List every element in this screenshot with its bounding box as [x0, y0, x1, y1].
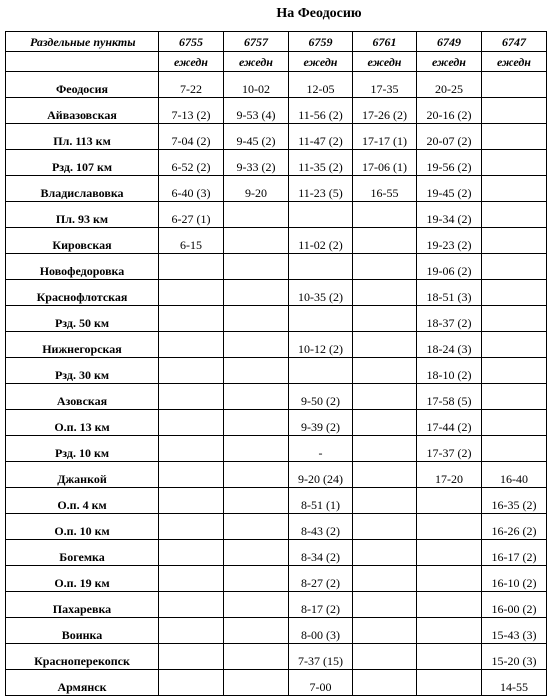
time-cell: 19-34 (2) — [417, 202, 482, 228]
time-cell — [159, 644, 224, 670]
time-cell — [224, 540, 289, 566]
time-cell: 7-37 (15) — [289, 644, 353, 670]
table-row — [6, 254, 547, 280]
time-cell — [482, 436, 547, 462]
time-cell: 7-00 — [289, 670, 353, 696]
time-cell — [224, 202, 289, 228]
time-cell — [482, 280, 547, 306]
time-cell: - — [289, 436, 353, 462]
time-cell: 16-00 (2) — [482, 592, 547, 618]
time-cell: 16-40 — [482, 462, 547, 488]
frequency-label: ежедн — [159, 52, 224, 72]
station-name: О.п. 13 км — [6, 410, 159, 436]
time-cell — [159, 410, 224, 436]
time-cell — [353, 254, 417, 280]
train-number-header: 6749 — [417, 32, 482, 52]
time-cell: 6-15 — [159, 228, 224, 254]
station-name: Краснофлотская — [6, 280, 159, 306]
table-row — [6, 618, 547, 644]
time-cell: 11-02 (2) — [289, 228, 353, 254]
station-name: Нижнегорская — [6, 332, 159, 358]
station-column-header: Раздельные пункты — [6, 32, 159, 52]
time-cell: 17-20 — [417, 462, 482, 488]
time-cell: 6-27 (1) — [159, 202, 224, 228]
time-cell — [224, 644, 289, 670]
time-cell — [482, 228, 547, 254]
station-name: Кировская — [6, 228, 159, 254]
table-row — [6, 488, 547, 514]
time-cell: 8-51 (1) — [289, 488, 353, 514]
time-cell — [353, 618, 417, 644]
time-cell: 10-02 — [224, 72, 289, 98]
station-name: Пл. 93 км — [6, 202, 159, 228]
time-cell: 17-35 — [353, 72, 417, 98]
time-cell — [159, 670, 224, 696]
station-name: О.п. 19 км — [6, 566, 159, 592]
time-cell — [482, 384, 547, 410]
table-row — [6, 176, 547, 202]
train-number-header-row — [6, 32, 547, 52]
train-number-header: 6755 — [159, 32, 224, 52]
time-cell — [224, 462, 289, 488]
time-cell: 8-17 (2) — [289, 592, 353, 618]
time-cell: 6-40 (3) — [159, 176, 224, 202]
time-cell: 8-27 (2) — [289, 566, 353, 592]
table-row — [6, 150, 547, 176]
time-cell — [159, 358, 224, 384]
time-cell — [353, 644, 417, 670]
table-row — [6, 644, 547, 670]
table-row — [6, 436, 547, 462]
time-cell — [224, 566, 289, 592]
station-name: Рзд. 50 км — [6, 306, 159, 332]
train-number-header: 6759 — [289, 32, 353, 52]
station-name: Рзд. 10 км — [6, 436, 159, 462]
time-cell: 9-20 — [224, 176, 289, 202]
time-cell — [224, 514, 289, 540]
time-cell — [482, 410, 547, 436]
time-cell: 19-56 (2) — [417, 150, 482, 176]
time-cell — [224, 332, 289, 358]
time-cell — [482, 254, 547, 280]
frequency-label: ежедн — [353, 52, 417, 72]
table-row — [6, 124, 547, 150]
schedule-title: На Феодосию — [276, 6, 362, 21]
time-cell — [353, 566, 417, 592]
time-cell — [159, 540, 224, 566]
time-cell — [417, 514, 482, 540]
time-cell: 17-58 (5) — [417, 384, 482, 410]
time-cell: 16-55 — [353, 176, 417, 202]
time-cell — [289, 306, 353, 332]
station-name: Красноперекопск — [6, 644, 159, 670]
time-cell — [353, 436, 417, 462]
time-cell: 10-35 (2) — [289, 280, 353, 306]
train-number-header: 6747 — [482, 32, 547, 52]
time-cell — [482, 124, 547, 150]
time-cell — [224, 280, 289, 306]
time-cell: 16-26 (2) — [482, 514, 547, 540]
time-cell — [482, 176, 547, 202]
time-cell — [224, 670, 289, 696]
time-cell: 16-10 (2) — [482, 566, 547, 592]
station-name: Айвазовская — [6, 98, 159, 124]
table-row — [6, 514, 547, 540]
time-cell — [417, 618, 482, 644]
time-cell — [224, 592, 289, 618]
table-row — [6, 540, 547, 566]
time-cell: 18-51 (3) — [417, 280, 482, 306]
station-name: Владиславовка — [6, 176, 159, 202]
frequency-label: ежедн — [289, 52, 353, 72]
station-name: Джанкой — [6, 462, 159, 488]
table-row — [6, 202, 547, 228]
time-cell — [353, 280, 417, 306]
table-row — [6, 332, 547, 358]
time-cell — [482, 306, 547, 332]
time-cell: 16-35 (2) — [482, 488, 547, 514]
time-cell: 11-56 (2) — [289, 98, 353, 124]
station-name: Пахаревка — [6, 592, 159, 618]
time-cell: 17-37 (2) — [417, 436, 482, 462]
time-cell — [224, 436, 289, 462]
frequency-header-row — [6, 52, 547, 72]
time-cell — [417, 540, 482, 566]
time-cell — [353, 228, 417, 254]
table-row — [6, 592, 547, 618]
time-cell: 17-17 (1) — [353, 124, 417, 150]
time-cell — [482, 202, 547, 228]
time-cell — [353, 384, 417, 410]
station-name: Рзд. 107 км — [6, 150, 159, 176]
table-row — [6, 462, 547, 488]
time-cell: 19-23 (2) — [417, 228, 482, 254]
time-cell — [289, 358, 353, 384]
time-cell — [159, 566, 224, 592]
time-cell: 18-10 (2) — [417, 358, 482, 384]
time-cell: 7-13 (2) — [159, 98, 224, 124]
frequency-label: ежедн — [224, 52, 289, 72]
time-cell: 11-35 (2) — [289, 150, 353, 176]
time-cell: 18-37 (2) — [417, 306, 482, 332]
time-cell — [159, 306, 224, 332]
time-cell — [224, 254, 289, 280]
time-cell — [353, 332, 417, 358]
time-cell: 19-06 (2) — [417, 254, 482, 280]
time-cell: 9-53 (4) — [224, 98, 289, 124]
time-cell — [417, 566, 482, 592]
time-cell — [159, 618, 224, 644]
time-cell: 9-50 (2) — [289, 384, 353, 410]
time-cell — [482, 358, 547, 384]
time-cell: 20-25 — [417, 72, 482, 98]
frequency-label: ежедн — [417, 52, 482, 72]
timetable — [5, 31, 547, 696]
time-cell: 19-45 (2) — [417, 176, 482, 202]
table-row — [6, 410, 547, 436]
time-cell — [353, 488, 417, 514]
table-row — [6, 280, 547, 306]
table-row — [6, 306, 547, 332]
table-row — [6, 228, 547, 254]
table-row — [6, 384, 547, 410]
time-cell — [159, 592, 224, 618]
time-cell: 7-04 (2) — [159, 124, 224, 150]
time-cell: 9-33 (2) — [224, 150, 289, 176]
time-cell — [353, 592, 417, 618]
time-cell: 15-20 (3) — [482, 644, 547, 670]
station-name: Пл. 113 км — [6, 124, 159, 150]
table-row — [6, 670, 547, 696]
train-number-header: 6757 — [224, 32, 289, 52]
time-cell — [353, 670, 417, 696]
station-name: О.п. 4 км — [6, 488, 159, 514]
time-cell — [482, 332, 547, 358]
time-cell: 9-45 (2) — [224, 124, 289, 150]
time-cell: 15-43 (3) — [482, 618, 547, 644]
time-cell: 17-06 (1) — [353, 150, 417, 176]
station-name: Азовская — [6, 384, 159, 410]
time-cell — [159, 436, 224, 462]
time-cell — [353, 202, 417, 228]
time-cell: 17-44 (2) — [417, 410, 482, 436]
time-cell: 10-12 (2) — [289, 332, 353, 358]
time-cell: 12-05 — [289, 72, 353, 98]
time-cell: 18-24 (3) — [417, 332, 482, 358]
time-cell — [159, 488, 224, 514]
time-cell: 8-43 (2) — [289, 514, 353, 540]
time-cell: 7-22 — [159, 72, 224, 98]
time-cell — [159, 254, 224, 280]
station-name: Новофедоровка — [6, 254, 159, 280]
time-cell: 20-16 (2) — [417, 98, 482, 124]
time-cell: 11-23 (5) — [289, 176, 353, 202]
empty-header-cell — [6, 52, 159, 72]
time-cell — [353, 540, 417, 566]
time-cell: 9-39 (2) — [289, 410, 353, 436]
time-cell — [353, 306, 417, 332]
station-name: О.п. 10 км — [6, 514, 159, 540]
time-cell — [482, 72, 547, 98]
train-number-header: 6761 — [353, 32, 417, 52]
time-cell — [289, 254, 353, 280]
frequency-label: ежедн — [482, 52, 547, 72]
time-cell: 20-07 (2) — [417, 124, 482, 150]
station-name: Армянск — [6, 670, 159, 696]
table-row — [6, 566, 547, 592]
station-name: Воинка — [6, 618, 159, 644]
time-cell — [417, 488, 482, 514]
time-cell — [353, 358, 417, 384]
time-cell — [482, 98, 547, 124]
time-cell: 8-34 (2) — [289, 540, 353, 566]
time-cell: 8-00 (3) — [289, 618, 353, 644]
time-cell — [224, 410, 289, 436]
time-cell — [159, 332, 224, 358]
time-cell — [353, 462, 417, 488]
time-cell — [353, 514, 417, 540]
time-cell — [224, 358, 289, 384]
time-cell — [224, 488, 289, 514]
table-row — [6, 98, 547, 124]
time-cell: 9-20 (24) — [289, 462, 353, 488]
time-cell — [224, 384, 289, 410]
table-row — [6, 358, 547, 384]
time-cell — [482, 150, 547, 176]
time-cell: 16-17 (2) — [482, 540, 547, 566]
station-name: Богемка — [6, 540, 159, 566]
time-cell — [353, 410, 417, 436]
time-cell — [159, 514, 224, 540]
time-cell — [224, 618, 289, 644]
time-cell: 6-52 (2) — [159, 150, 224, 176]
time-cell: 11-47 (2) — [289, 124, 353, 150]
time-cell — [224, 306, 289, 332]
time-cell: 14-55 — [482, 670, 547, 696]
time-cell: 17-26 (2) — [353, 98, 417, 124]
time-cell — [417, 592, 482, 618]
time-cell — [159, 384, 224, 410]
time-cell — [159, 280, 224, 306]
table-row — [6, 72, 547, 98]
time-cell — [417, 670, 482, 696]
time-cell — [289, 202, 353, 228]
station-name: Рзд. 30 км — [6, 358, 159, 384]
station-name: Феодосия — [6, 72, 159, 98]
time-cell — [159, 462, 224, 488]
time-cell — [417, 644, 482, 670]
time-cell — [224, 228, 289, 254]
